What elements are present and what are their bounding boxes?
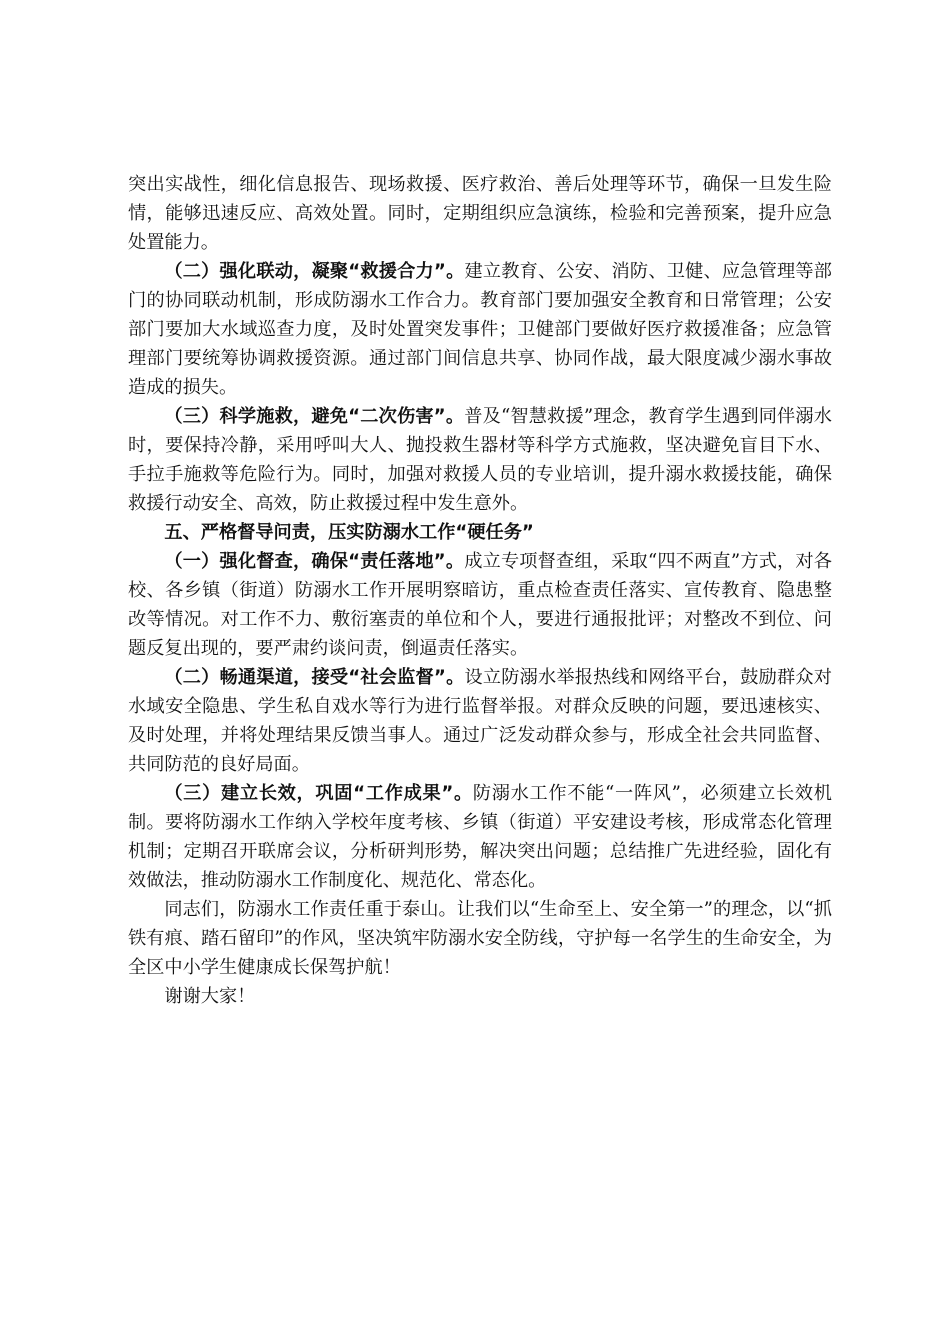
paragraph-long-term [128, 779, 832, 895]
paragraph-text: 普及“智慧救援”理念，教育学生遇到同伴溺水时，要保持冷静，采用呼叫大人、抛投救生器材等科学方式施救，坚决避免盲目下水、手拉手施救等危险行为。同时，加强对救援人员的专业培训，提升溺水救援技能，确保救援行动安全、高效，防止救援过程中发生意外。 [128, 406, 832, 514]
paragraph-linkage [128, 257, 832, 402]
paragraph-text: 突出实战性，细化信息报告、现场救援、医疗救治、善后处理等环节，确保一旦发生险情，能够迅速反应、高效处置。同时，定期组织应急演练，检验和完善预案，提升应急处置能力。 [128, 174, 832, 253]
paragraph-text: 建立教育、公安、消防、卫健、应急管理等部门的协同联动机制，形成防溺水工作合力。教育部门要加强安全教育和日常管理；公安部门要加大水域巡查力度，及时处置突发事件；卫健部门要做好医疗救援准备；应急管理部门要统筹协调救援资源。通过部门间信息共享、协同作战，最大限度减少溺水事故造成的损失。 [128, 261, 832, 398]
paragraph-text: 设立防溺水举报热线和网络平台，鼓励群众对水域安全隐患、学生私自戏水等行为进行监督举报。对群众反映的问题，要迅速核实、及时处理，并将处理结果反馈当事人。通过广泛发动群众参与，形成全社会共同监督、共同防范的良好局面。 [128, 667, 832, 775]
paragraph-supervision [128, 663, 832, 779]
section-heading: 五、严格督导问责，压实防溺水工作“硬任务” [164, 522, 534, 543]
paragraph-continuation [128, 170, 832, 257]
paragraph-lead: （二）畅通渠道，接受“社会监督”。 [164, 667, 465, 688]
paragraph-rescue [128, 402, 832, 518]
paragraph-lead: （三）科学施救，避免“二次伤害”。 [164, 406, 465, 427]
paragraph-lead: （一）强化督查，确保“责任落地”。 [164, 551, 465, 572]
paragraph-inspection [128, 547, 832, 663]
paragraph-lead: （二）强化联动，凝聚“救援合力”。 [164, 261, 465, 282]
paragraph-lead: （三）建立长效，巩固“工作成果”。 [164, 783, 473, 804]
paragraph-text: 成立专项督查组，采取“四不两直”方式，对各校、各乡镇（街道）防溺水工作开展明察暗访，重点检查责任落实、宣传教育、隐患整改等情况。对工作不力、敷衍塞责的单位和个人，要进行通报批评；对整改不到位、问题反复出现的，要严肃约谈问责，倒逼责任落实。 [128, 551, 832, 659]
paragraph-text: 防溺水工作不能“一阵风”，必须建立长效机制。要将防溺水工作纳入学校年度考核、乡镇（街道）平安建设考核，形成常态化管理机制；定期召开联席会议，分析研判形势，解决突出问题；总结推广先进经验，固化有效做法，推动防溺水工作制度化、规范化、常态化。 [128, 783, 832, 891]
document-page [128, 170, 832, 1011]
paragraph-closing: 同志们，防溺水工作责任重于泰山。让我们以“生命至上、安全第一”的理念，以“抓铁有痕、踏石留印”的作风，坚决筑牢防溺水安全防线，守护每一名学生的生命安全，为全区中小学生健康成长保驾护航！ [128, 899, 832, 978]
paragraph-thanks: 谢谢大家！ [164, 986, 256, 1007]
